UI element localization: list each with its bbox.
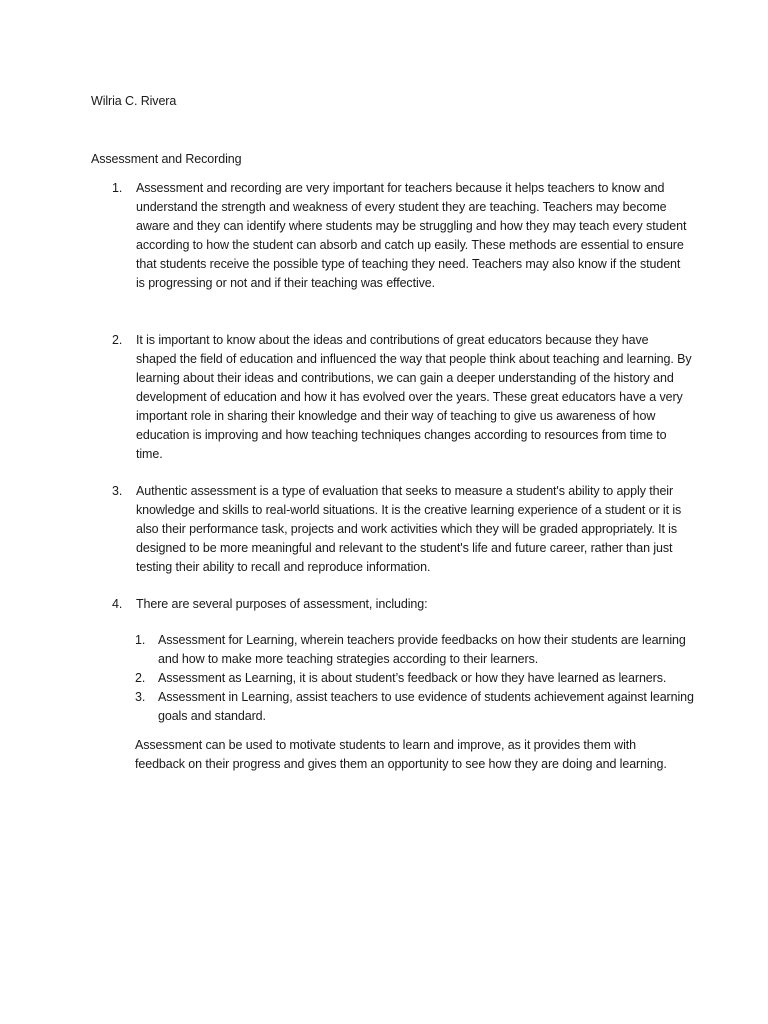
sub-list-item-number: 3. <box>135 690 146 704</box>
sub-list-item <box>135 631 695 669</box>
list-item-text: Assessment and recording are very important for teachers because it helps teachers to know and understand the strength and weakness of every student they are teaching. Teachers may become aware and they can identify where students may be struggling and how they may teach every student according to how the student can absorb and catch up easily. These methods are essential to ensure that students receive the possible type of teaching they need. Teachers may also know if the student is progressing or not and if their teaching was effective. <box>136 181 687 290</box>
closing-paragraph: Assessment can be used to motivate students to learn and improve, as it provides them with feedback on their progress and gives them an opportunity to see how they are doing and learning. <box>135 738 667 771</box>
list-item-number: 2. <box>112 333 123 347</box>
sub-list-item-number: 1. <box>135 633 146 647</box>
sub-list-item <box>135 669 695 688</box>
list-item-number: 1. <box>112 181 123 195</box>
list-item-number: 4. <box>112 597 123 611</box>
list-item <box>112 331 692 464</box>
list-item <box>112 482 692 577</box>
document-title: Assessment and Recording <box>91 152 242 166</box>
list-item-number: 3. <box>112 484 123 498</box>
sub-list-item-text: Assessment for Learning, wherein teachers provide feedbacks on how their students are learning and how to make more teaching strategies according to their learners. <box>158 633 686 666</box>
sub-list-item-text: Assessment in Learning, assist teachers to use evidence of students achievement against learning goals and standard. <box>158 690 694 723</box>
list-item <box>112 179 692 293</box>
list-item <box>112 595 692 614</box>
author-name: Wilria C. Rivera <box>91 94 177 108</box>
sub-list-item-text: Assessment as Learning, it is about student’s feedback or how they have learned as learners. <box>158 671 667 685</box>
list-item-text: It is important to know about the ideas and contributions of great educators because they have shaped the field of education and influenced the way that people think about teaching and learning. By learning about their ideas and contributions, we can gain a deeper understanding of the history and development of education and how it has evolved over the years. These great educators have a very important role in sharing their knowledge and their way of teaching to give us awareness of how education is improving and how teaching techniques changes according to resources from time to time. <box>136 333 692 461</box>
list-item-text: Authentic assessment is a type of evaluation that seeks to measure a student's ability to apply their knowledge and skills to real-world situations. It is the creative learning experience of a student or it is also their performance task, projects and work activities which they will be graded appropriately. It is designed to be more meaningful and relevant to the student's life and future career, rather than just testing their ability to recall and reproduce information. <box>136 484 682 574</box>
list-item-text: There are several purposes of assessment, including: <box>136 597 428 611</box>
sub-list-item <box>135 688 695 726</box>
sub-list-item-number: 2. <box>135 671 146 685</box>
